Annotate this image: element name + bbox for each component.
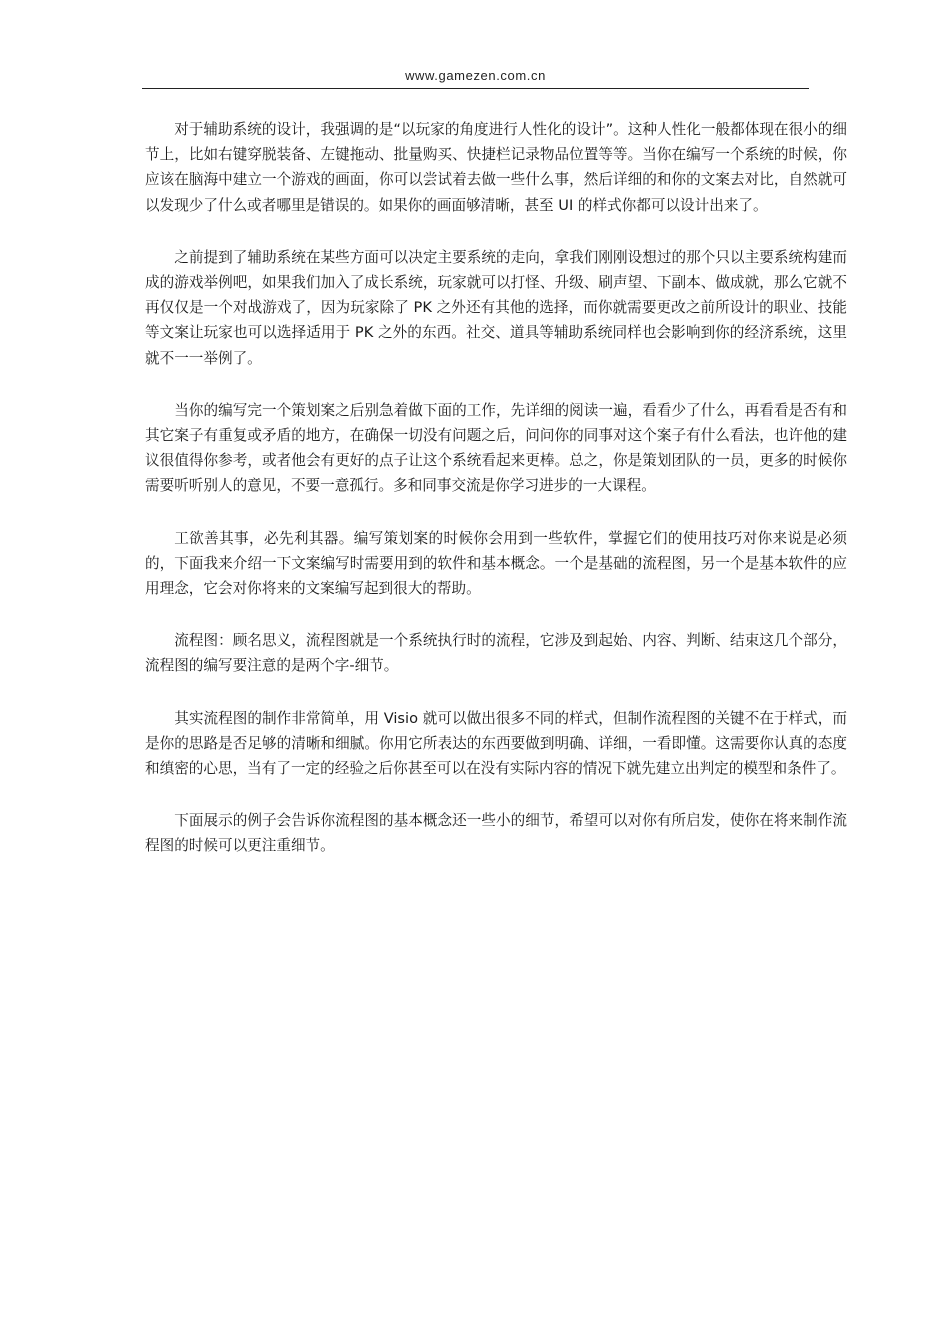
- paragraph-example-intro: 下面展示的例子会告诉你流程图的基本概念还一些小的细节，希望可以对你有所启发，使你在将来制作流程图的时候可以更注重细节。: [145, 812, 847, 855]
- paragraph-auxiliary-design: 对于辅助系统的设计，我强调的是“以玩家的角度进行人性化的设计”。这种人性化一般都体现在很小的细节上，比如右键穿脱装备、左键拖动、批量购买、快捷栏记录物品位置等等。当你在编写一个系统的时候，你应该在脑海中建立一个游戏的画面，你可以尝试着去做一些什么事，然后详细的和你的文案去对比，自然就可以发现少了什么或者哪里是错误的。如果你的画面够清晰，甚至 UI 的样式你都可以设计出来了。: [145, 121, 847, 214]
- paragraph-review-plan: 当你的编写完一个策划案之后别急着做下面的工作，先详细的阅读一遍，看看少了什么，再看看是否有和其它案子有重复或矛盾的地方，在确保一切没有问题之后，问问你的同事对这个案子有什么看法，也许他的建议很值得你参考，或者他会有更好的点子让这个系统看起来更棒。总之，你是策划团队的一员，更多的时候你需要听听别人的意见，不要一意孤行。多和同事交流是你学习进步的一大课程。: [145, 401, 847, 495]
- paragraph-flowchart-definition: 流程图：顾名思义，流程图就是一个系统执行时的流程，它涉及到起始、内容、判断、结束这几个部分，流程图的编写要注意的是两个字-细节。: [145, 632, 847, 675]
- page-header: [142, 66, 809, 89]
- document-body: [145, 117, 847, 886]
- paragraph-tools-intro: 工欲善其事，必先利其器。编写策划案的时候你会用到一些软件，掌握它们的使用技巧对你来说是必须的，下面我来介绍一下文案编写时需要用到的软件和基本概念。一个是基础的流程图，另一个是基本软件的应用理念，它会对你将来的文案编写起到很大的帮助。: [145, 529, 847, 598]
- header-url: www.gamezen.com.cn: [405, 68, 546, 83]
- paragraph-visio: 其实流程图的制作非常简单，用 Visio 就可以做出很多不同的样式，但制作流程图的关键不在于样式，而是你的思路是否足够的清晰和细腻。你用它所表达的东西要做到明确、详细，一看即懂。这需要你认真的态度和缜密的心思，当有了一定的经验之后你甚至可以在没有实际内容的情况下就先建立出判定的模型和条件了。: [145, 709, 847, 778]
- paragraph-growth-system: 之前提到了辅助系统在某些方面可以决定主要系统的走向，拿我们刚刚设想过的那个只以主要系统构建而成的游戏举例吧，如果我们加入了成长系统，玩家就可以打怪、升级、刷声望、下副本、做成就，那么它就不再仅仅是一个对战游戏了，因为玩家除了 PK 之外还有其他的选择，而你就需要更改之前所设计的职业、技能等文案让玩家也可以选择适用于 PK 之外的东西。社交、道具等辅助系统同样也会影响到你的经济系统，这里就不一一举例了。: [145, 248, 847, 367]
